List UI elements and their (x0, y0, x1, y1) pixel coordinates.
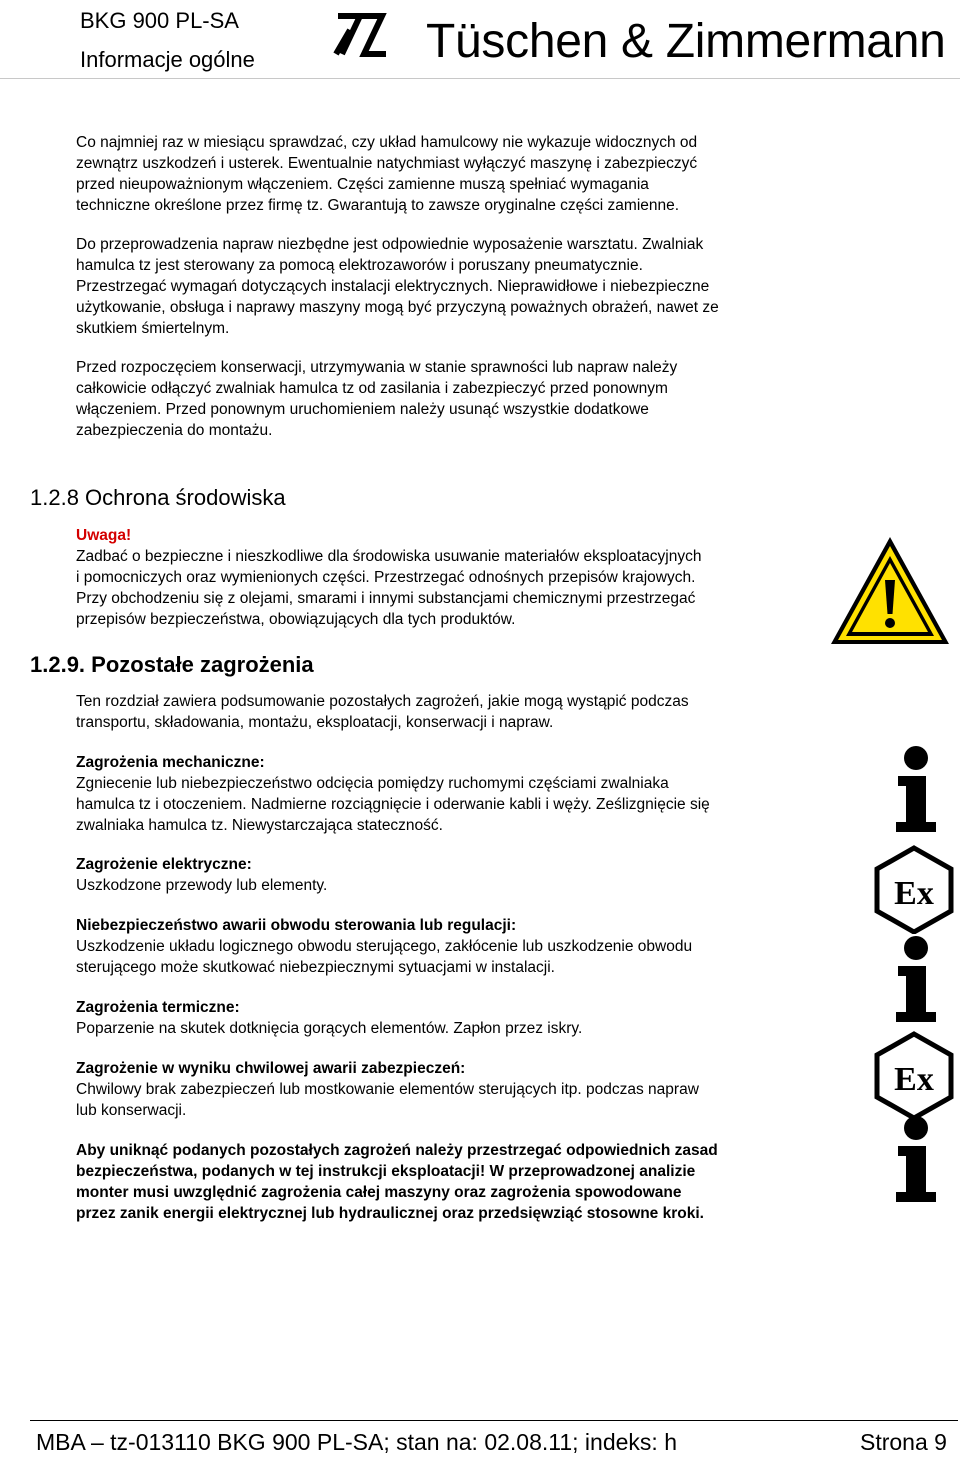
text-line: Przestrzegać wymagań dotyczących instalacji elektrycznych. Nieprawidłowe i niebezpieczne (76, 278, 710, 295)
info-glyph (876, 1112, 956, 1204)
text-line: zwalniaka hamulca tz. Niewystarczająca stateczność. (76, 817, 443, 834)
info-icon (876, 932, 956, 1024)
text-line: lub konserwacji. (76, 1102, 187, 1119)
risk-title: Niebezpieczeństwo awarii obwodu sterowania lub regulacji: (76, 917, 517, 934)
intro-paragraph-3 (76, 357, 816, 441)
section-heading-risks: 1.2.9. Pozostałe zagrożenia (30, 652, 314, 677)
intro-paragraph-2 (76, 234, 816, 339)
company-name: Tüschen & Zimmermann (426, 15, 946, 68)
info-icon (876, 1112, 956, 1204)
text-line: całkowicie odłączyć zwalniak hamulca tz od zasilania i zabezpieczyć przed ponownym (76, 380, 668, 397)
ex-hexagon (872, 844, 956, 934)
risks-intro (76, 691, 816, 733)
text-line: przed nieupoważnionym włączeniem. Części zamienne muszą spełniać wymagania (76, 176, 649, 193)
text-line: przepisów bezpieczeństwa, obowiązujących dla tych produktów. (76, 611, 516, 628)
text-line: Zgniecenie lub niebezpieczeństwo odcięcia pomiędzy ruchomymi częściami zwalniaka (76, 775, 669, 792)
text-line: Poparzenie na skutek dotknięcia gorących elementów. Zapłon przez iskry. (76, 1020, 583, 1037)
text-line: i pomocniczych oraz wymienionych części. Przestrzegać odnośnych przepisów krajowych. (76, 569, 696, 586)
warning-triangle-icon (828, 534, 952, 648)
footer-page-number: Strona 9 (860, 1429, 947, 1455)
section-heading-environment: 1.2.8 Ochrona środowiska (30, 485, 286, 510)
intro-paragraph-1 (76, 132, 816, 216)
header-divider (0, 78, 960, 79)
risk-safety (76, 1058, 816, 1121)
risk-title: Zagrożenie elektryczne: (76, 856, 252, 873)
info-icon (876, 742, 956, 834)
footer-divider (30, 1420, 958, 1421)
text-line: zewnątrz uszkodzeń i usterek. Ewentualnie natychmiast wyłączyć maszynę i zabezpieczyć (76, 155, 698, 172)
header-subtitle: Informacje ogólne (80, 47, 255, 72)
footer-document-info: MBA – tz-013110 BKG 900 PL-SA; stan na: 02.08.11; indeks: h (36, 1429, 677, 1455)
ex-hexagon (872, 1030, 956, 1120)
info-glyph (876, 932, 956, 1024)
header-model: BKG 900 PL-SA (80, 8, 239, 33)
text-line: Chwilowy brak zabezpieczeń lub mostkowanie elementów sterujących itp. podczas napraw (76, 1081, 699, 1098)
text-line: techniczne określone przez firmę tz. Gwarantują to zawsze oryginalne części zamienne. (76, 197, 680, 214)
text-line: hamulca tz i otoczeniem. Nadmierne rozciągnięcie i oderwanie kabli i węży. Ześlizgnięcie się (76, 796, 710, 813)
text-line: włączeniem. Przed ponownym uruchomieniem należy usunąć wszystkie dodatkowe (76, 401, 649, 418)
text-line: użytkowanie, obsługa i naprawy maszyny mogą być przyczyną poważnych obrażeń, nawet ze (76, 299, 719, 316)
warning-label: Uwaga! (76, 527, 132, 544)
risk-control (76, 915, 816, 978)
text-line: Zadbać o bezpieczne i nieszkodliwe dla środowiska usuwanie materiałów eksploatacyjnych (76, 548, 702, 565)
info-glyph (876, 742, 956, 834)
ex-icon (872, 1030, 956, 1120)
risk-mechanical (76, 752, 816, 836)
text-line: sterującego może skutkować niebezpiecznymi sytuacjami w instalacji. (76, 959, 555, 976)
text-line: Uszkodzenie układu logicznego obwodu sterującego, zakłócenie lub uszkodzenie obwodu (76, 938, 693, 955)
text-line: zabezpieczenia do montażu. (76, 422, 273, 439)
text-line: skutkiem śmiertelnym. (76, 320, 230, 337)
text-line: przez zanik energii elektrycznej lub hydraulicznej oraz przedsięwziąć stosowne kroki. (76, 1205, 704, 1222)
text-line: Przed rozpoczęciem konserwacji, utrzymywania w stanie sprawności lub napraw należy (76, 359, 678, 376)
risk-electrical (76, 854, 816, 896)
text-line: Do przeprowadzenia napraw niezbędne jest odpowiednie wyposażenie warsztatu. Zwalniak (76, 236, 704, 253)
ex-label: Ex (894, 1061, 934, 1098)
text-line: hamulca tz jest sterowany za pomocą elektrozaworów i poruszany pneumatycznie. (76, 257, 643, 274)
text-line: transportu, składowania, montażu, eksploatacji, konserwacji i napraw. (76, 714, 554, 731)
risk-title: Zagrożenie w wyniku chwilowej awarii zabezpieczeń: (76, 1060, 466, 1077)
text-line: monter musi uwzględnić zagrożenia całej maszyny oraz zagrożenia spowodowane (76, 1184, 682, 1201)
risk-title: Zagrożenia mechaniczne: (76, 754, 265, 771)
text-line: Aby uniknąć podanych pozostałych zagrożeń należy przestrzegać odpowiednich zasad (76, 1142, 718, 1159)
text-line: Ten rozdział zawiera podsumowanie pozostałych zagrożeń, jakie mogą wystąpić podczas (76, 693, 689, 710)
environment-paragraph (76, 525, 816, 630)
ex-icon (872, 844, 956, 934)
risk-title: Zagrożenia termiczne: (76, 999, 240, 1016)
closing-statement (76, 1140, 816, 1224)
text-line: Uszkodzone przewody lub elementy. (76, 877, 328, 894)
ex-label: Ex (894, 875, 934, 912)
tz-logo-icon (330, 6, 388, 64)
text-line: Przy obchodzeniu się z olejami, smarami i innymi substancjami chemicznymi przestrzegać (76, 590, 696, 607)
text-line: Co najmniej raz w miesiącu sprawdzać, czy układ hamulcowy nie wykazuje widocznych od (76, 134, 698, 151)
risk-thermal (76, 997, 816, 1039)
text-line: bezpieczeństwa, podanych w tej instrukcji eksploatacji! W przeprowadzonej analizie (76, 1163, 696, 1180)
